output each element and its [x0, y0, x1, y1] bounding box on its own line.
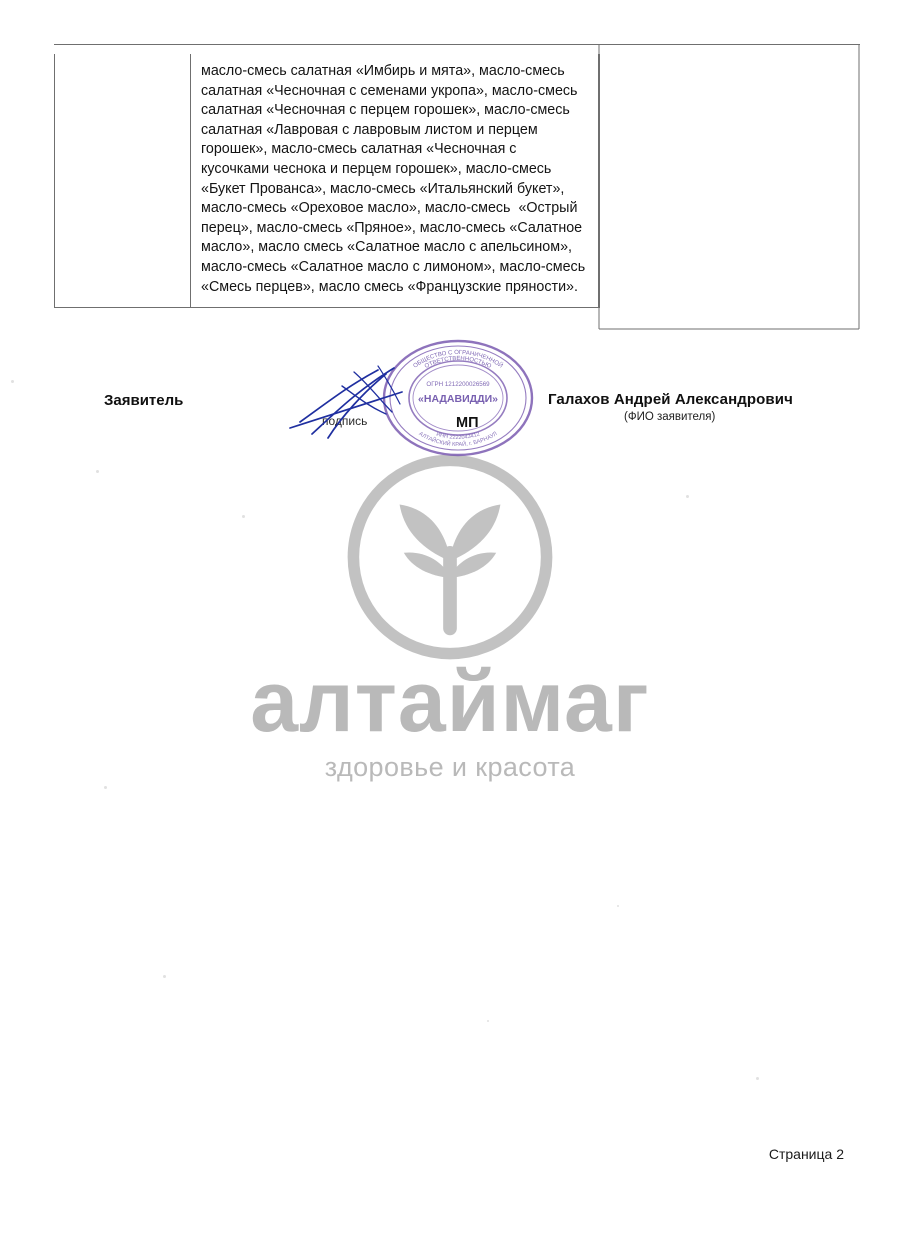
svg-text:ОТВЕТСТВЕННОСТЬЮ: ОТВЕТСТВЕННОСТЬЮ: [423, 355, 493, 370]
scan-speck: [756, 1077, 759, 1080]
scan-speck: [686, 495, 689, 498]
table-cell-empty: [55, 54, 191, 307]
svg-text:«НАДАВИДДИ»: «НАДАВИДДИ»: [418, 393, 498, 405]
scan-speck: [96, 470, 99, 473]
applicant-name: Галахов Андрей Александрович: [548, 391, 793, 408]
svg-text:ОГРН 1212200026569: ОГРН 1212200026569: [426, 381, 490, 388]
page-number: Страница 2: [768, 1146, 844, 1162]
seal-abbreviation: МП: [456, 415, 479, 431]
svg-text:ОБЩЕСТВО С ОГРАНИЧЕННОЙ: ОБЩЕСТВО С ОГРАНИЧЕННОЙ: [412, 349, 504, 370]
applicant-name-caption: (ФИО заявителя): [624, 411, 716, 423]
scan-speck: [487, 1020, 489, 1022]
scan-speck: [617, 905, 619, 907]
scan-speck: [163, 975, 166, 978]
table-right-column: [598, 44, 862, 330]
scan-speck: [11, 380, 14, 383]
watermark-logo: [0, 452, 900, 783]
brand-tagline: здоровье и красота: [324, 752, 576, 782]
continued-table: [54, 54, 600, 308]
svg-text:ИНН 2222043412: ИНН 2222043412: [435, 431, 481, 442]
brand-name: алтаймаг: [250, 654, 650, 750]
handwritten-signature: [282, 352, 482, 442]
scan-speck: [104, 786, 107, 789]
brand-mark-icon: [345, 452, 555, 662]
applicant-label: Заявитель: [104, 392, 184, 409]
products-list-text: масло-смесь салатная «Имбирь и мята», масло-смесь салатная «Чесночная с семенами укропа», масло-смесь салатная «Чесночная с перцем горошек», масло-смесь салатная «Лавровая с лавровым листом и перцем горошек», масло-смесь салатная «Чесночная с кусочками чеснока и перцем горошек», масло-смесь «Букет Прованса», масло-смесь «Итальянский букет», масло-смесь «Ореховое масло», масло-смесь «Острый перец», масло-смесь «Пряное», масло-смесь «Салатное масло», масло смесь «Салатное масло с апельсином», масло-смесь «Салатное масло с лимоном», масло-смесь «Смесь перцев», масло смесь «Французские пряности».: [201, 63, 590, 295]
scan-speck: [242, 515, 245, 518]
table-cell-products: [191, 54, 599, 307]
signature-caption: подпись: [322, 414, 368, 428]
svg-text:АЛТАЙСКИЙ КРАЙ, г. БАРНАУЛ: АЛТАЙСКИЙ КРАЙ, г. БАРНАУЛ: [417, 431, 499, 449]
